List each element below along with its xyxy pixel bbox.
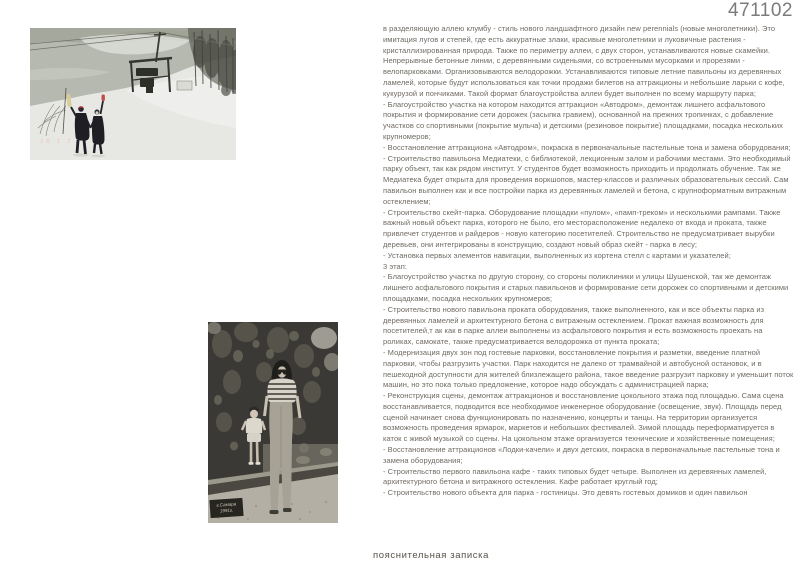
text-paragraph: 3 этап: [383, 261, 407, 271]
text-paragraph: - Благоустройство участка по другую сторону, со стороны поликлиники и улицы Шушенской, так же демонтаж лишнего асфальтового покрытия и старых павильонов и формирование сети дорожек со спортивными и детскими площадками, посадка нескольких крупномеров; [383, 272, 789, 303]
text-paragraph: - Установка первых элементов навигации, выполненных из кортена стелл с картами и указателей; [383, 250, 731, 260]
text-paragraph: в разделяющую аллею клумбу - стиль нового ландшафтного дизайн new perennials (новые многолетники). Это имитация лугов и степей, где есть аккуратные злаки, красивые многолетники и луковичные растения - кристаллизированная природа. Также по периметру аллеи, с двух сторон, устанавливаются новые скамейки. Непрерывные бетонные линии, с деревянными сиденьями, со встроенными мусорками и прорезями - велопарковками. Организовываются велодорожки. Устанавливаются типовые летние павильоны из деревянных ламелей, которые будут использоваться как точки продажи билетов на аттракционы и небольшие ларьки с кофе, кукурузой и пончиками. Такой формат благоустройства аллеи будет выполнен по всему маршруту парка; [383, 24, 785, 98]
photo-stamp-plaque [209, 498, 243, 518]
text-paragraph: - Модернизация двух зон под гостевые парковки, восстановление покрытия и разметки, введение платной парковки, чтобы разгрузить участки. Парк находится не далеко от трамвайной и автобусной остановок, и в пешеходной доступности для жителей близлежащего района, такое введение разгрузит парковку и уменьшит поток машин, но это пока только предложение, которое надо обсуждать с администрацией парка; [383, 347, 794, 390]
explanatory-text [383, 24, 794, 499]
film-date-stamp: 16 1 1 [40, 138, 74, 145]
bw-photo [208, 322, 338, 523]
text-paragraph: - Реконструкция сцены, демонтаж аттракционов и восстановление цокольного этажа под площадью. Сама сцена восстанавливается, подводится все необходимое инженерное оборудование (освещение, звук). Площадь перед сценой начинает снова функционировать по назначению, концерты и танцы. На территории организуется возможность проведения ярмарок, маркетов и небольших фестивалей. Зимой площадь переформатируется в каток с живой музыкой со сцены. На цокольном этаже организуется технические и хозяйственные помещения; [383, 391, 784, 444]
footer-caption: пояснительная записка [373, 550, 489, 561]
text-paragraph: - Строительство нового павильона проката оборудования, также выполненного, как и все объекты парка из деревянных ламелей и архитектурного бетона с витражным остеклением. Прокат важная возможность для посетителей,т ак как в парке аллеи выполнены из асфальтового покрытия и есть возможность проехать на роликах, самокате, также предусматривается велодорожка от пункта проката; [383, 304, 765, 347]
text-paragraph: - Строительство скейт-парка. Оборудование площадки «пулом», «памп-треком» и несколькими рампами. Также важный новый объект парка, которого не было, его месторасположение недалеко от входа и проката, также привлечет студентов и райдеров - новую категорию посетителей. Строительство не предусматривает вырубки деревьев, они интегрированы в конструкцию, создают новый образ скейт - парка в лесу; [383, 207, 781, 249]
photo-stamp-city: г.Самара [216, 501, 237, 508]
photo-stamp-year: 1991г. [219, 507, 234, 514]
bw-photo-image [208, 322, 338, 523]
text-paragraph: - Восстановление аттракционов «Лодки-качели» и двух детских, покраска в первоначальные пастельные тона и замена оборудования; [383, 445, 780, 465]
text-paragraph: - Строительство павильона Медиатеки, с библиотекой, лекционным залом и рабочими местами. Это необходимый парку объект, так как рядом институт. У студентов будет возможность приходить и продолжать обучение. Так же Медиатека будет открыта для проведения воркшопов, мастер-классов и различных образовательных сессий. Сам павильон выполнен как и все постройки парка из деревянных ламелей и бетона, с крупноформатным витражным остеклением; [383, 153, 791, 206]
text-paragraph: - Восстановление аттракциона «Автодром», покраска в первоначальные пастельные тона и замена оборудования; [383, 142, 791, 152]
text-paragraph: - Строительство первого павильона кафе - таких типовых будет четыре. Выполнен из деревянных ламелей, архитектурного бетона и витражного остекления. Кафе работает круглый год; [383, 466, 767, 487]
text-paragraph: - Благоустройство участка на котором находится аттракцион «Автодром», демонтаж лишнего асфальтового покрытия и формирование сети дорожек (засыпка гравием), основанной на прежних тропинках, с добавление участков со спортивными (покрытие мульча) и детскими (резиновое покрытие) площадками, посадка нескольких крупномеров; [383, 99, 783, 141]
page-number: 471102 [728, 0, 793, 21]
text-paragraph: - Строительство нового объекта для парка - гостиницы. Это девять гостевых домиков и один павильон [383, 488, 748, 498]
winter-photo [30, 28, 236, 160]
